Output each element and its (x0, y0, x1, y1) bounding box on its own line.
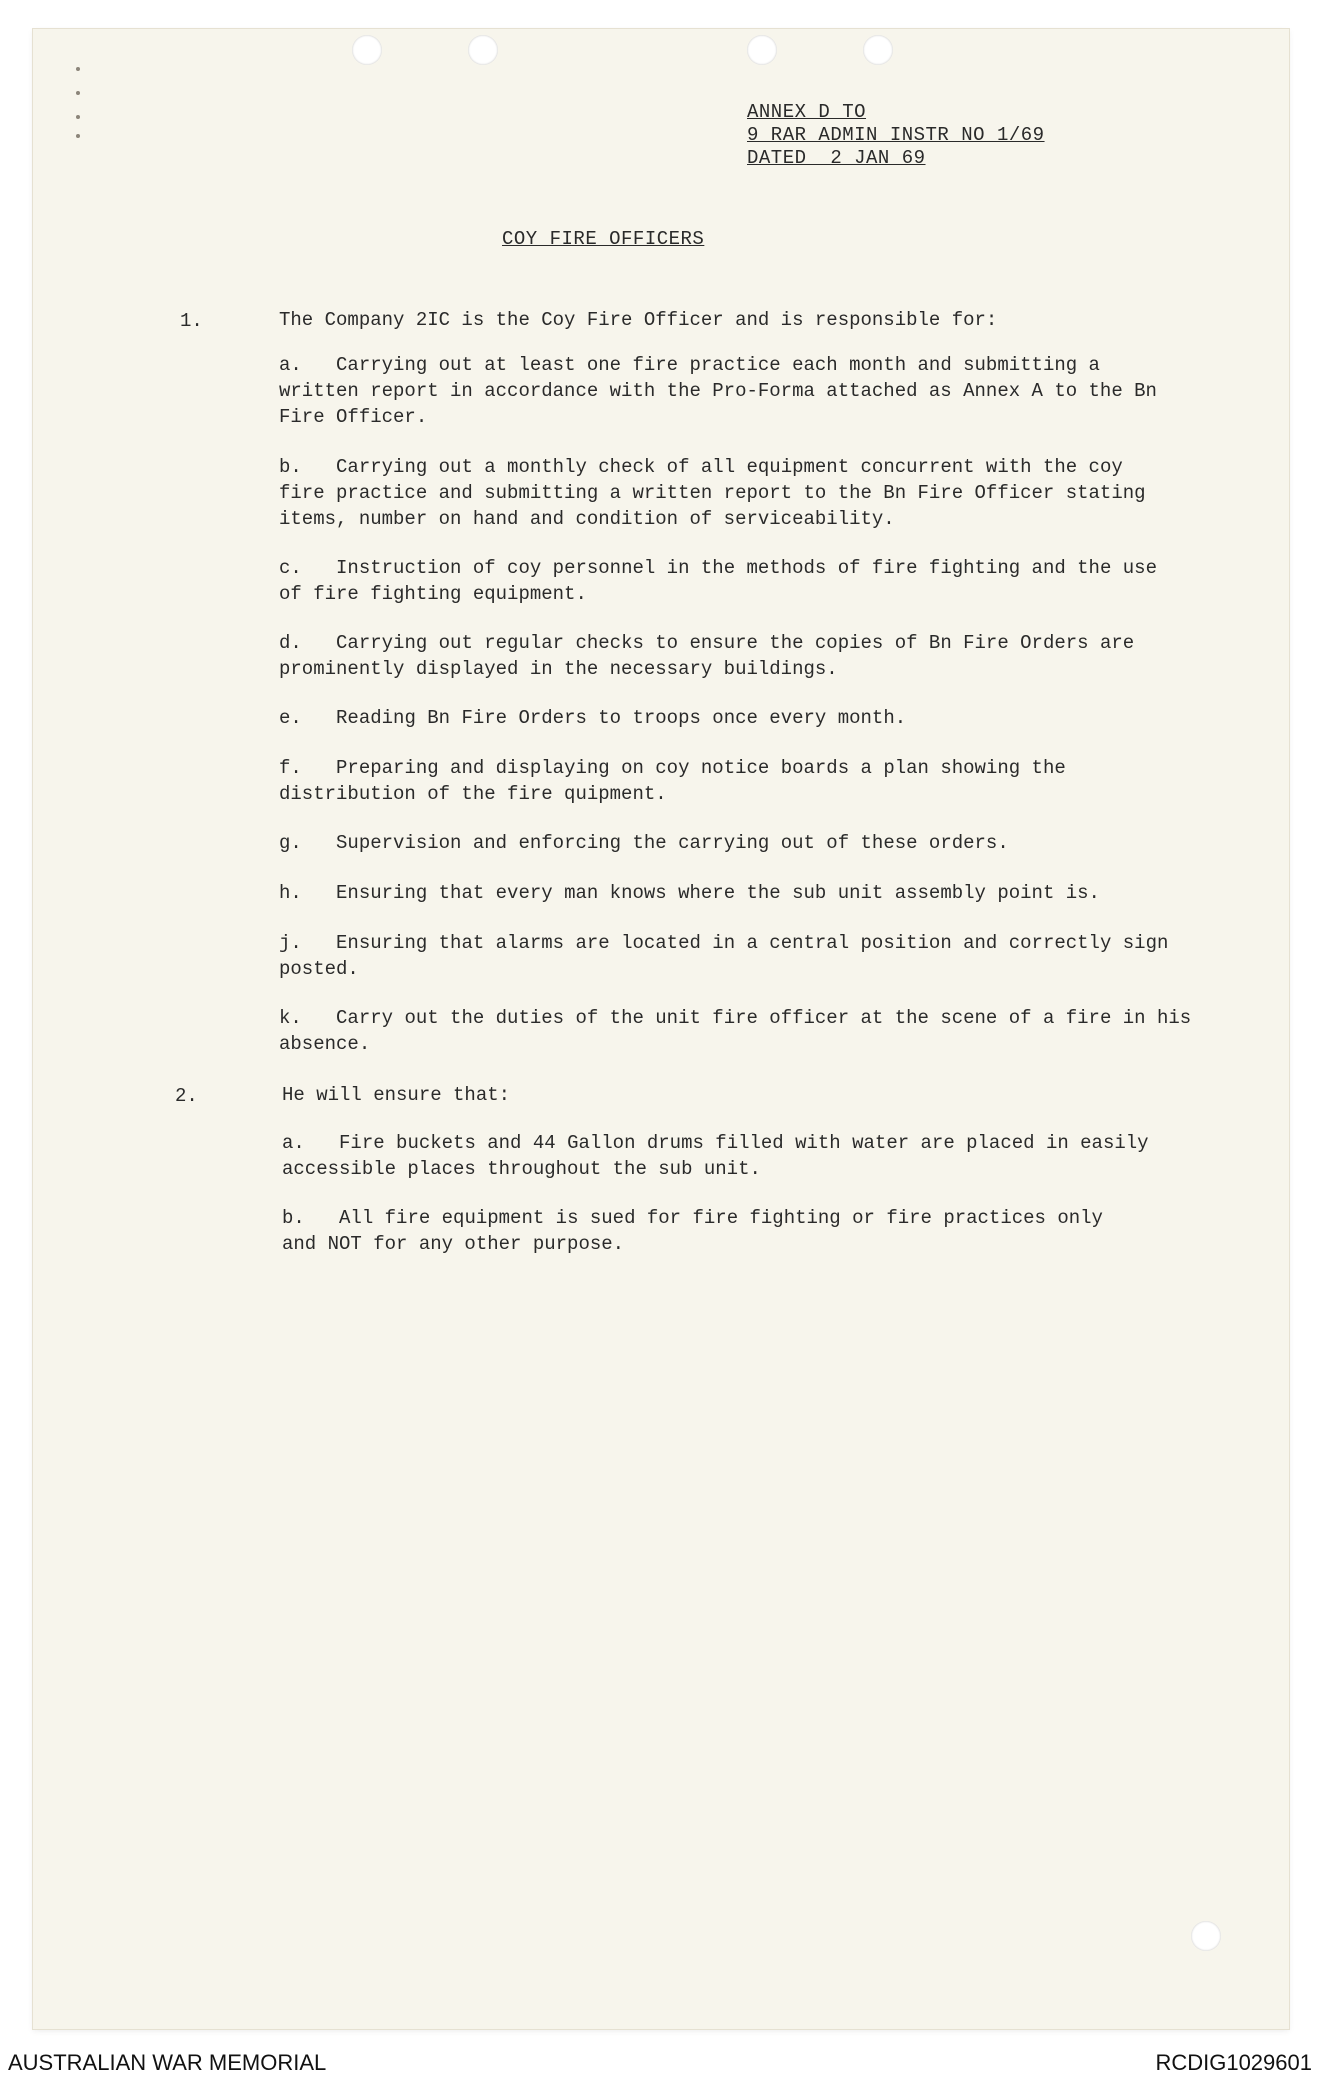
annex-line: 9 RAR ADMIN INSTR NO 1/69 (747, 124, 1045, 146)
item-label: d. (279, 632, 302, 654)
item-text: Ensuring that every man knows where the sub unit assembly point is. (336, 882, 1100, 904)
item-label: b. (279, 456, 302, 478)
mark (76, 134, 80, 138)
list-item (279, 755, 1159, 807)
list-item (282, 1130, 1162, 1182)
mark (76, 91, 80, 95)
annex-line: DATED 2 JAN 69 (747, 147, 926, 169)
list-item (279, 880, 1199, 906)
list-item (279, 930, 1199, 982)
mark (76, 115, 80, 119)
list-item (279, 1005, 1199, 1057)
item-label: h. (279, 882, 302, 904)
punch-hole (1191, 1921, 1221, 1951)
footer-id: RCDIG1029601 (1155, 2050, 1312, 2075)
item-text: Reading Bn Fire Orders to troops once every month. (336, 707, 907, 729)
item-label: a. (282, 1132, 305, 1154)
list-item (279, 555, 1159, 607)
item-text: Carrying out at least one fire practice each month and submitting a written report in accordance with the Pro-Forma attached as Annex A to the Bn Fire Officer. (279, 354, 1157, 428)
item-text: Carrying out regular checks to ensure the copies of Bn Fire Orders are prominently displayed in the necessary buildings. (279, 632, 1135, 680)
item-text: Fire buckets and 44 Gallon drums filled with water are placed in easily accessible places throughout the sub unit. (282, 1132, 1149, 1180)
item-label: c. (279, 557, 302, 579)
item-text: Ensuring that alarms are located in a central position and correctly sign posted. (279, 932, 1169, 980)
item-label: b. (282, 1207, 305, 1229)
punch-hole (352, 35, 382, 65)
annex-line: ANNEX D TO (747, 101, 867, 123)
item-label: j. (279, 932, 302, 954)
list-item (279, 830, 1199, 856)
paragraph-intro: The Company 2IC is the Coy Fire Officer and is responsible for: (279, 309, 998, 331)
item-text: Carry out the duties of the unit fire officer at the scene of a fire in his absence. (279, 1007, 1192, 1055)
annex-reference (747, 101, 1045, 170)
punch-hole (468, 35, 498, 65)
item-text: Carrying out a monthly check of all equipment concurrent with the coy fire practice and submitting a written report to the Bn Fire Officer stating items, number on hand and condition of serviceability. (279, 456, 1146, 530)
item-label: k. (279, 1007, 302, 1029)
item-label: e. (279, 707, 302, 729)
paragraph-intro: He will ensure that: (282, 1084, 511, 1106)
mark (76, 67, 80, 71)
list-item (282, 1205, 1142, 1257)
list-item (279, 352, 1159, 430)
punch-hole (747, 35, 777, 65)
punch-hole (863, 35, 893, 65)
footer-bar (0, 2048, 1322, 2081)
item-label: g. (279, 832, 302, 854)
list-item (279, 454, 1179, 532)
paragraph-number: 1. (180, 310, 203, 332)
item-text: All fire equipment is sued for fire fighting or fire practices only and NOT for any other purpose. (282, 1207, 1103, 1255)
item-label: a. (279, 354, 302, 376)
item-text: Preparing and displaying on coy notice boards a plan showing the distribution of the fire quipment. (279, 757, 1066, 805)
item-label: f. (279, 757, 302, 779)
item-text: Instruction of coy personnel in the methods of fire fighting and the use of fire fighting equipment. (279, 557, 1157, 605)
footer-source: AUSTRALIAN WAR MEMORIAL (8, 2050, 327, 2075)
paragraph-number: 2. (175, 1085, 198, 1107)
item-text: Supervision and enforcing the carrying out of these orders. (336, 832, 1009, 854)
document-title: COY FIRE OFFICERS (502, 228, 705, 250)
list-item (279, 705, 1199, 731)
list-item (279, 630, 1179, 682)
